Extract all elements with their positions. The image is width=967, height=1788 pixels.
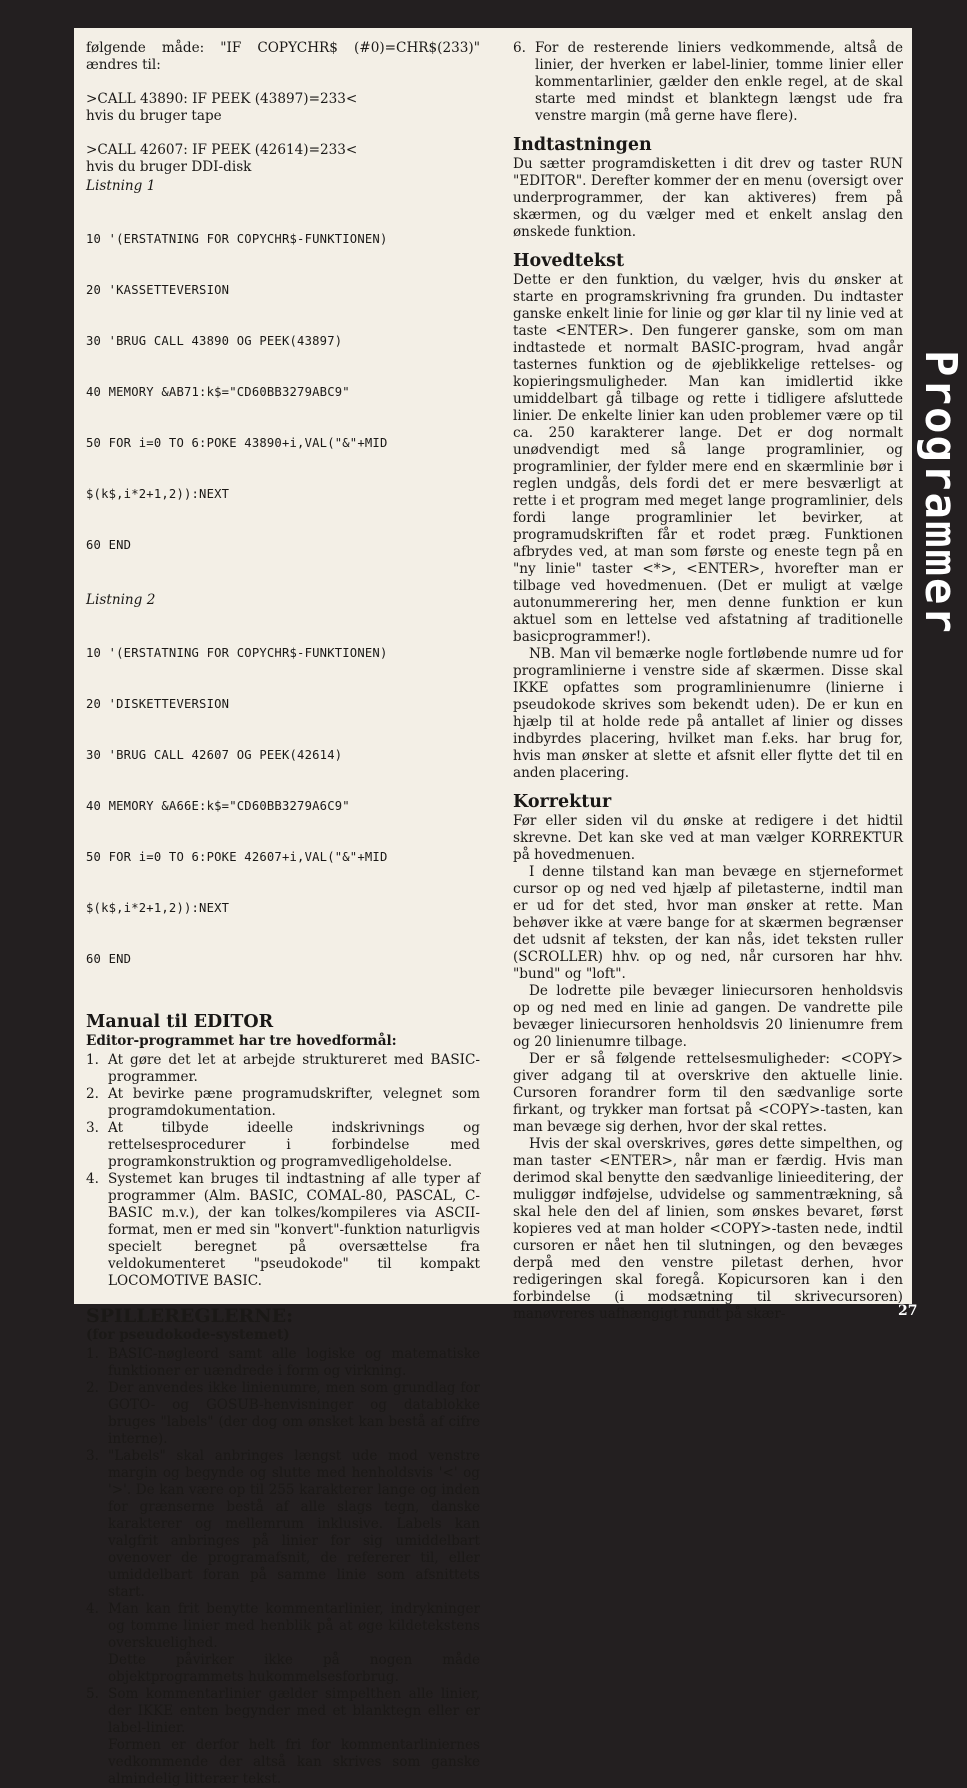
list-extra-text: Dette påvirker ikke på nogen måde objektprogrammets hukommelsesforbrug. [108, 1652, 480, 1685]
listing-1-caption: Listning 1 [86, 178, 156, 194]
code-line: 20 'DISKETTEVERSION [86, 697, 230, 711]
hovedtekst-paragraph: NB. Man vil bemærke nogle fortløbende numre ud for programlinierne i venstre side af skærmen. Disse skal IKKE opfattes som programlinienumre (linierne i pseudokode skrives som bekendt uden). De er kun en hjælp til at holde rede på antallet af linier og disses indbyrdes placering, hvilket man f.eks. har brug for, hvis man ønsker at slette et afsnit eller flytte det til en anden placering. [513, 646, 903, 781]
listing-1 [86, 197, 480, 588]
list-text: For de resterende liniers vedkommende, altså de linier, der hverken er label-linier, tomme linier eller kommentarlinier, gælder den enkle regel, at de skal starte med mindst et blanktegn længst ude fra venstre margin (må gerne have flere). [535, 40, 903, 124]
intro-text: følgende måde: "IF COPYCHR$ (#0)=CHR$(233)" ændres til: [86, 40, 480, 73]
rules-subheading: (for pseudokode-systemet) [86, 1327, 290, 1343]
list-text: At gøre det let at arbejde struktureret med BASIC-programmer. [108, 1052, 480, 1085]
list-text: Som kommentarlinier gælder simpelthen alle linier, der IKKE enten begynder med et blanktegn eller er label-linier. [108, 1686, 480, 1736]
list-item [86, 1171, 480, 1290]
code-line: 20 'KASSETTEVERSION [86, 283, 230, 297]
list-number: 5. [86, 1686, 99, 1702]
right-column [513, 40, 903, 1323]
list-item [86, 1346, 480, 1380]
list-item [86, 1120, 480, 1171]
code-line: 60 END [86, 538, 132, 552]
list-text: Man kan frit benytte kommentarlinier, indrykninger og tomme linier med henblik på at øge kildetekstens overskuelighed. [108, 1601, 480, 1651]
code-line: 30 'BRUG CALL 42607 OG PEEK(42614) [86, 748, 343, 762]
code-line: $(k$,i*2+1,2)):NEXT [86, 487, 230, 501]
call-tape-note: hvis du bruger tape [86, 108, 222, 124]
list-text: BASIC-nøgleord samt alle logiske og matematiske funktioner er uændrede i form og virkning. [108, 1346, 480, 1379]
call-disk: >CALL 42607: IF PEEK (42614)=233< [86, 142, 358, 158]
rules-list [86, 1346, 480, 1788]
rules-list-continued [513, 40, 903, 125]
korrektur-paragraph: Der er så følgende rettelsesmuligheder: <COPY> giver adgang til at overskrive den aktuelle linie. Cursoren forandrer form til den sædvanlige sorte firkant, og trykker man fortsat på <COPY>-tasten, kan man bevæge sig derhen, hvor der skal rettes. [513, 1051, 903, 1135]
list-text: "Labels" skal anbringes længst ude mod venstre margin og begynde og slutte med henholdsvis '<' og '>'. De kan være op til 255 karakterer lange og inden for grænserne bestå af alle slags tegn, danske karakterer og mellemrum inklusive. Labels kan valgfrit anbringes på linier for sig umiddelbart ovenover de programafsnit, de refererer til, eller umiddelbart foran på samme linie som afsnittets start. [108, 1448, 480, 1600]
list-item [86, 1601, 480, 1686]
code-line: 40 MEMORY &A66E:k$="CD60BB3279A6C9" [86, 799, 350, 813]
korrektur-paragraph: I denne tilstand kan man bevæge en stjerneformet cursor op og ned ved hjælp af piletasterne, indtil man er ud for det sted, hvor man ønsker at rette. Man behøver ikke at være bange for at skærmen begrænser det udsnit af teksten, der kan nås, idet teksten ruller (SCROLLER) hhv. op og ned, når cursoren har hhv. "bund" og "loft". [513, 864, 903, 982]
code-line: 50 FOR i=0 TO 6:POKE 43890+i,VAL("&"+MID [86, 436, 388, 450]
code-line: 10 '(ERSTATNING FOR COPYCHR$-FUNKTIONEN) [86, 232, 388, 246]
manual-list [86, 1052, 480, 1290]
list-number: 4. [86, 1171, 99, 1187]
korrektur-paragraph: De lodrette pile bevæger liniecursoren henholdsvis op og ned med en linie ad gangen. De vandrette pile bevæger liniecursoren henholdsvis 20 linienumre frem og 20 linienumre tilbage. [513, 983, 903, 1050]
list-item [86, 1686, 480, 1788]
list-number: 2. [86, 1086, 99, 1102]
section-label [915, 350, 967, 770]
list-item [86, 1052, 480, 1086]
call-disk-note: hvis du bruger DDI-disk [86, 159, 252, 175]
hovedtekst-heading: Hovedtekst [513, 251, 625, 271]
list-number: 1. [86, 1052, 99, 1068]
code-line: 60 END [86, 952, 132, 966]
list-number: 3. [86, 1120, 99, 1136]
rules-heading: SPILLEREGLERNE: [86, 1305, 294, 1327]
list-text: At bevirke pæne programudskrifter, velegnet som programdokumentation. [108, 1086, 480, 1119]
listing-2 [86, 611, 480, 1002]
list-number: 1. [86, 1346, 99, 1362]
section-label-text: Programmer [915, 350, 966, 635]
list-item [86, 1448, 480, 1601]
code-line: 10 '(ERSTATNING FOR COPYCHR$-FUNKTIONEN) [86, 646, 388, 660]
manual-heading: Manual til EDITOR [86, 1012, 274, 1032]
indtastningen-text: Du sætter programdisketten i dit drev og taster RUN "EDITOR". Derefter kommer der en menu (oversigt over underprogrammer, der kan aktiveres) frem på skærmen, og du vælger med et enkelt anslag den ønskede funktion. [513, 156, 903, 240]
korrektur-heading: Korrektur [513, 792, 612, 812]
korrektur-paragraph: Hvis der skal overskrives, gøres dette simpelthen, og man taster <ENTER>, når man er færdig. Hvis man derimod skal benytte den sædvanlige linieeditering, der muliggør indføjelse, udvidelse og sammentrækning, så skal hele den del af linien, som ønskes bevaret, først kopieres ved at man holder <COPY>-tasten nede, indtil cursoren er nået hen til slutningen, og den bevæges derpå med den venstre piletast derhen, hvor redigeringen skal foregå. Kopicursoren kan i den forbindelse (i modsætning til skrivecursoren) manøvreres uafhængigt rundt på skær- [513, 1136, 903, 1322]
list-text: Systemet kan bruges til indtastning af alle typer af programmer (Alm. BASIC, COMAL-80, PASCAL, C-BASIC m.v.), der kan tolkes/kompileres via ASCII-format, men er med sin "konvert"-funktion naturligvis specielt beregnet på oversættelse fra veldokumenteret "pseudokode" til kompakt LOCOMOTIVE BASIC. [108, 1171, 480, 1289]
list-number: 3. [86, 1448, 99, 1464]
list-number: 2. [86, 1380, 99, 1396]
manual-subheading: Editor-programmet har tre hovedformål: [86, 1033, 397, 1049]
code-line: 30 'BRUG CALL 43890 OG PEEK(43897) [86, 334, 343, 348]
indtastningen-heading: Indtastningen [513, 135, 652, 155]
list-text: At tilbyde ideelle indskrivnings og rettelsesprocedurer i forbindelse med programkonstruktion og programvedligeholdelse. [108, 1120, 480, 1170]
code-line: 50 FOR i=0 TO 6:POKE 42607+i,VAL("&"+MID [86, 850, 388, 864]
code-line: 40 MEMORY &AB71:k$="CD60BB3279ABC9" [86, 385, 350, 399]
list-number: 4. [86, 1601, 99, 1617]
listing-2-caption: Listning 2 [86, 592, 156, 608]
magazine-page [74, 28, 912, 1787]
call-tape: >CALL 43890: IF PEEK (43897)=233< [86, 91, 358, 107]
list-item [86, 1086, 480, 1120]
list-text: Der anvendes ikke linienumre, men som grundlag for GOTO- og GOSUB-henvisninger og datablokke bruges "labels" (der dog om ønsket kan bestå af cifre interne). [108, 1380, 480, 1447]
list-item [86, 1380, 480, 1448]
left-column [86, 40, 480, 1788]
page-number: 27 [898, 1303, 918, 1319]
list-extra-text: Formen er derfor helt fri for kommentarliniernes vedkommende der altså kan skrives som ganske almindelig litterær tekst. [108, 1737, 480, 1787]
code-line: $(k$,i*2+1,2)):NEXT [86, 901, 230, 915]
list-item [513, 40, 903, 125]
hovedtekst-paragraph: Dette er den funktion, du vælger, hvis du ønsker at starte en programskrivning fra grunden. Du indtaster ganske enkelt linie for linie og gør klar til ny linie ved at taste <ENTER>. Den fungerer ganske, som om man indtastede et normalt BASIC-program, hvad angår tasternes funktion og de øjeblikkelige rettelses- og kopieringsmuligheder. Man kan imidlertid ikke umiddelbart gå tilbage og rette i tidligere afsluttede linier. De enkelte linier kan uden problemer være op til ca. 250 karakterer lange. Det er dog normalt unødvendigt med så lange programlinier, og programlinier, der fylder mere end en skærmlinie bør i reglen undgås, dels fordi det er mere besværligt at rette i et program med meget lange programlinier, dels fordi lange programlinier let bevirker, at programudskriften får et rodet præg. Funktionen afbrydes ved, at man som første og eneste tegn på en "ny linie" taster <*>, <ENTER>, hvorefter man er tilbage ved hovedmenuen. (Det er muligt at vælge autonummerering her, men denne funktion er kun aktuel som en lettelse ved afstatning af traditionelle basicprogrammer!). [513, 272, 903, 645]
list-number: 6. [513, 40, 526, 56]
korrektur-paragraph: Før eller siden vil du ønske at redigere i det hidtil skrevne. Det kan ske ved at man vælger KORREKTUR på hovedmenuen. [513, 813, 903, 863]
